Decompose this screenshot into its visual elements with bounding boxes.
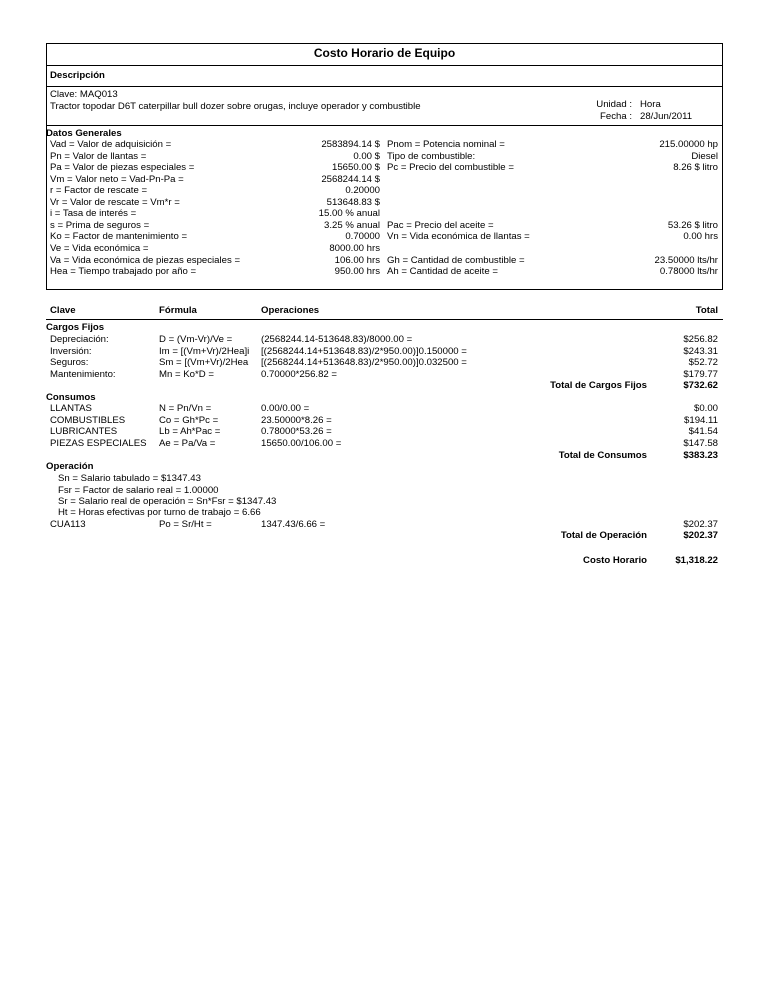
descripcion-heading: Descripción <box>50 70 105 81</box>
row-total: $194.11 <box>684 414 718 426</box>
row-clave: Seguros: <box>50 357 89 369</box>
row-operacion: [(2568244.14+513648.83)/2*950.00)]0.032500 = <box>261 357 467 369</box>
datos-left-value: 8000.00 hrs <box>329 242 380 254</box>
operacion-note: Ht = Horas efectivas por turno de trabajo = 6.66 <box>58 507 261 518</box>
operacion-note: Sr = Salario real de operación = Sn*Fsr = $1347.43 <box>58 496 277 507</box>
datos-right-label: Gh = Cantidad de combustible = <box>387 254 525 266</box>
datos-left-label: Vm = Valor neto = Vad-Pn-Pa = <box>50 173 184 185</box>
row-operacion: [(2568244.14+513648.83)/2*950.00)]0.150000 = <box>261 345 467 357</box>
row-operacion: 0.70000*256.82 = <box>261 368 338 380</box>
row-total: $52.72 <box>688 357 718 369</box>
row-clave: COMBUSTIBLES <box>50 414 126 426</box>
datos-right-label: Vn = Vida económica de llantas = <box>387 231 530 243</box>
datos-left-label: Ko = Factor de mantenimiento = <box>50 231 188 243</box>
row-clave: LLANTAS <box>50 403 92 414</box>
datos-left-value: 3.25 % anual <box>323 219 380 231</box>
operacion-note: Sn = Salario tabulado = $1347.43 <box>58 473 201 484</box>
datos-left-value: 2583894.14 $ <box>321 139 380 150</box>
row-total: $179.77 <box>683 368 718 380</box>
fecha-value: 28/Jun/2011 <box>640 111 693 122</box>
datos-left-value: 0.70000 <box>345 231 380 243</box>
cargos-fijos-heading: Cargos Fijos <box>46 322 105 333</box>
row-total: $243.31 <box>683 345 718 357</box>
row-clave: Inversión: <box>50 345 92 357</box>
costo-horario-label: Costo Horario <box>583 555 647 566</box>
datos-right-label: Ah = Cantidad de aceite = <box>387 266 498 278</box>
operacion-note: Fsr = Factor de salario real = 1.00000 <box>58 485 219 496</box>
col-header-clave: Clave <box>50 305 76 316</box>
row-formula: Im = [(Vm+Vr)/2Hea]i <box>159 345 250 357</box>
row-clave: Depreciación: <box>50 334 109 345</box>
datos-bottom-line <box>46 289 723 290</box>
descripcion-bottom-line <box>46 125 723 126</box>
datos-right-value: Diesel <box>691 150 718 162</box>
row-total: $256.82 <box>683 334 718 345</box>
col-header-formula: Fórmula <box>159 305 197 316</box>
col-header-total: Total <box>695 305 718 316</box>
title-divider <box>46 65 723 66</box>
row-total: $0.00 <box>693 403 718 414</box>
datos-right-label: Pnom = Potencia nominal = <box>387 139 505 150</box>
row-clave: Mantenimiento: <box>50 368 116 380</box>
datos-left-label: Va = Vida económica de piezas especiales = <box>50 254 241 266</box>
datos-left-value: 106.00 hrs <box>334 254 380 266</box>
datos-left-value: 0.00 $ <box>353 150 380 162</box>
datos-left-label: Pn = Valor de llantas = <box>50 150 147 162</box>
datos-left-value: 15.00 % anual <box>318 208 380 220</box>
cargos-fijos-total-value: $732.62 <box>683 380 718 391</box>
row-formula: Co = Gh*Pc = <box>159 414 219 426</box>
datos-right-value: 23.50000 lts/hr <box>654 254 718 266</box>
datos-left-value: 0.20000 <box>345 185 380 197</box>
col-header-operaciones: Operaciones <box>261 305 320 316</box>
consumos-total-value: $383.23 <box>683 450 718 461</box>
datos-left-label: i = Tasa de interés = <box>50 208 137 220</box>
operacion-row-op: 1347.43/6.66 = <box>261 519 326 530</box>
datos-left-value: 2568244.14 $ <box>321 173 380 185</box>
datos-generales-heading: Datos Generales <box>46 128 122 139</box>
page-title: Costo Horario de Equipo <box>313 46 456 60</box>
frame-left-line <box>46 43 47 289</box>
unidad-value: Hora <box>640 99 661 110</box>
row-formula: Sm = [(Vm+Vr)/2Hea <box>159 357 249 369</box>
datos-right-value: 0.78000 lts/hr <box>659 266 718 278</box>
cargos-fijos-total-label: Total de Cargos Fijos <box>550 380 647 391</box>
datos-left-label: Vr = Valor de rescate = Vm*r = <box>50 196 180 208</box>
row-operacion: (2568244.14-513648.83)/8000.00 = <box>261 334 413 345</box>
frame-right-line <box>722 43 723 289</box>
datos-right-label: Pac = Precio del aceite = <box>387 219 494 231</box>
datos-left-label: Ve = Vida económica = <box>50 242 149 254</box>
row-clave: LUBRICANTES <box>50 426 118 438</box>
datos-left-label: Hea = Tiempo trabajado por año = <box>50 266 197 278</box>
datos-right-label: Tipo de combustible: <box>387 150 476 162</box>
operacion-total-value: $202.37 <box>683 530 718 541</box>
row-operacion: 0.78000*53.26 = <box>261 426 332 438</box>
datos-left-value: 950.00 hrs <box>334 266 380 278</box>
row-formula: Mn = Ko*D = <box>159 368 214 380</box>
operacion-heading: Operación <box>46 461 94 472</box>
operacion-row-clave: CUA113 <box>50 519 86 530</box>
datos-left-label: Pa = Valor de piezas especiales = <box>50 162 195 174</box>
unidad-label: Unidad : <box>596 99 632 110</box>
datos-right-value: 215.00000 hp <box>659 139 718 150</box>
costo-horario-value: $1,318.22 <box>675 555 718 566</box>
descripcion-divider <box>46 86 723 87</box>
row-clave: PIEZAS ESPECIALES <box>50 437 147 449</box>
descripcion-text: Tractor topodar D6T caterpillar bull dozer sobre orugas, incluye operador y combustible <box>50 101 421 112</box>
consumos-total-label: Total de Consumos <box>558 450 647 461</box>
datos-right-value: 53.26 $ litro <box>667 219 718 231</box>
frame-top-line <box>46 43 723 44</box>
row-operacion: 0.00/0.00 = <box>261 403 310 414</box>
datos-left-value: 513648.83 $ <box>326 196 380 208</box>
datos-left-label: r = Factor de rescate = <box>50 185 148 197</box>
row-formula: N = Pn/Vn = <box>159 403 212 414</box>
row-total: $41.54 <box>688 426 718 438</box>
row-total: $147.58 <box>683 437 718 449</box>
operacion-total-label: Total de Operación <box>560 530 647 541</box>
clave-text: Clave: MAQ013 <box>50 89 118 100</box>
operacion-row-formula: Po = Sr/Ht = <box>159 519 212 530</box>
row-operacion: 15650.00/106.00 = <box>261 437 342 449</box>
table-header-divider <box>46 319 723 320</box>
row-formula: Ae = Pa/Va = <box>159 437 216 449</box>
fecha-label: Fecha : <box>600 111 632 122</box>
operacion-row-total: $202.37 <box>683 519 718 530</box>
datos-right-label: Pc = Precio del combustible = <box>387 162 514 174</box>
datos-left-value: 15650.00 $ <box>331 162 380 174</box>
datos-left-label: s = Prima de seguros = <box>50 219 150 231</box>
datos-right-value: 8.26 $ litro <box>673 162 718 174</box>
datos-right-value: 0.00 hrs <box>683 231 718 243</box>
datos-left-label: Vad = Valor de adquisición = <box>50 139 172 150</box>
row-formula: D = (Vm-Vr)/Ve = <box>159 334 233 345</box>
consumos-heading: Consumos <box>46 392 96 403</box>
row-formula: Lb = Ah*Pac = <box>159 426 221 438</box>
row-operacion: 23.50000*8.26 = <box>261 414 332 426</box>
